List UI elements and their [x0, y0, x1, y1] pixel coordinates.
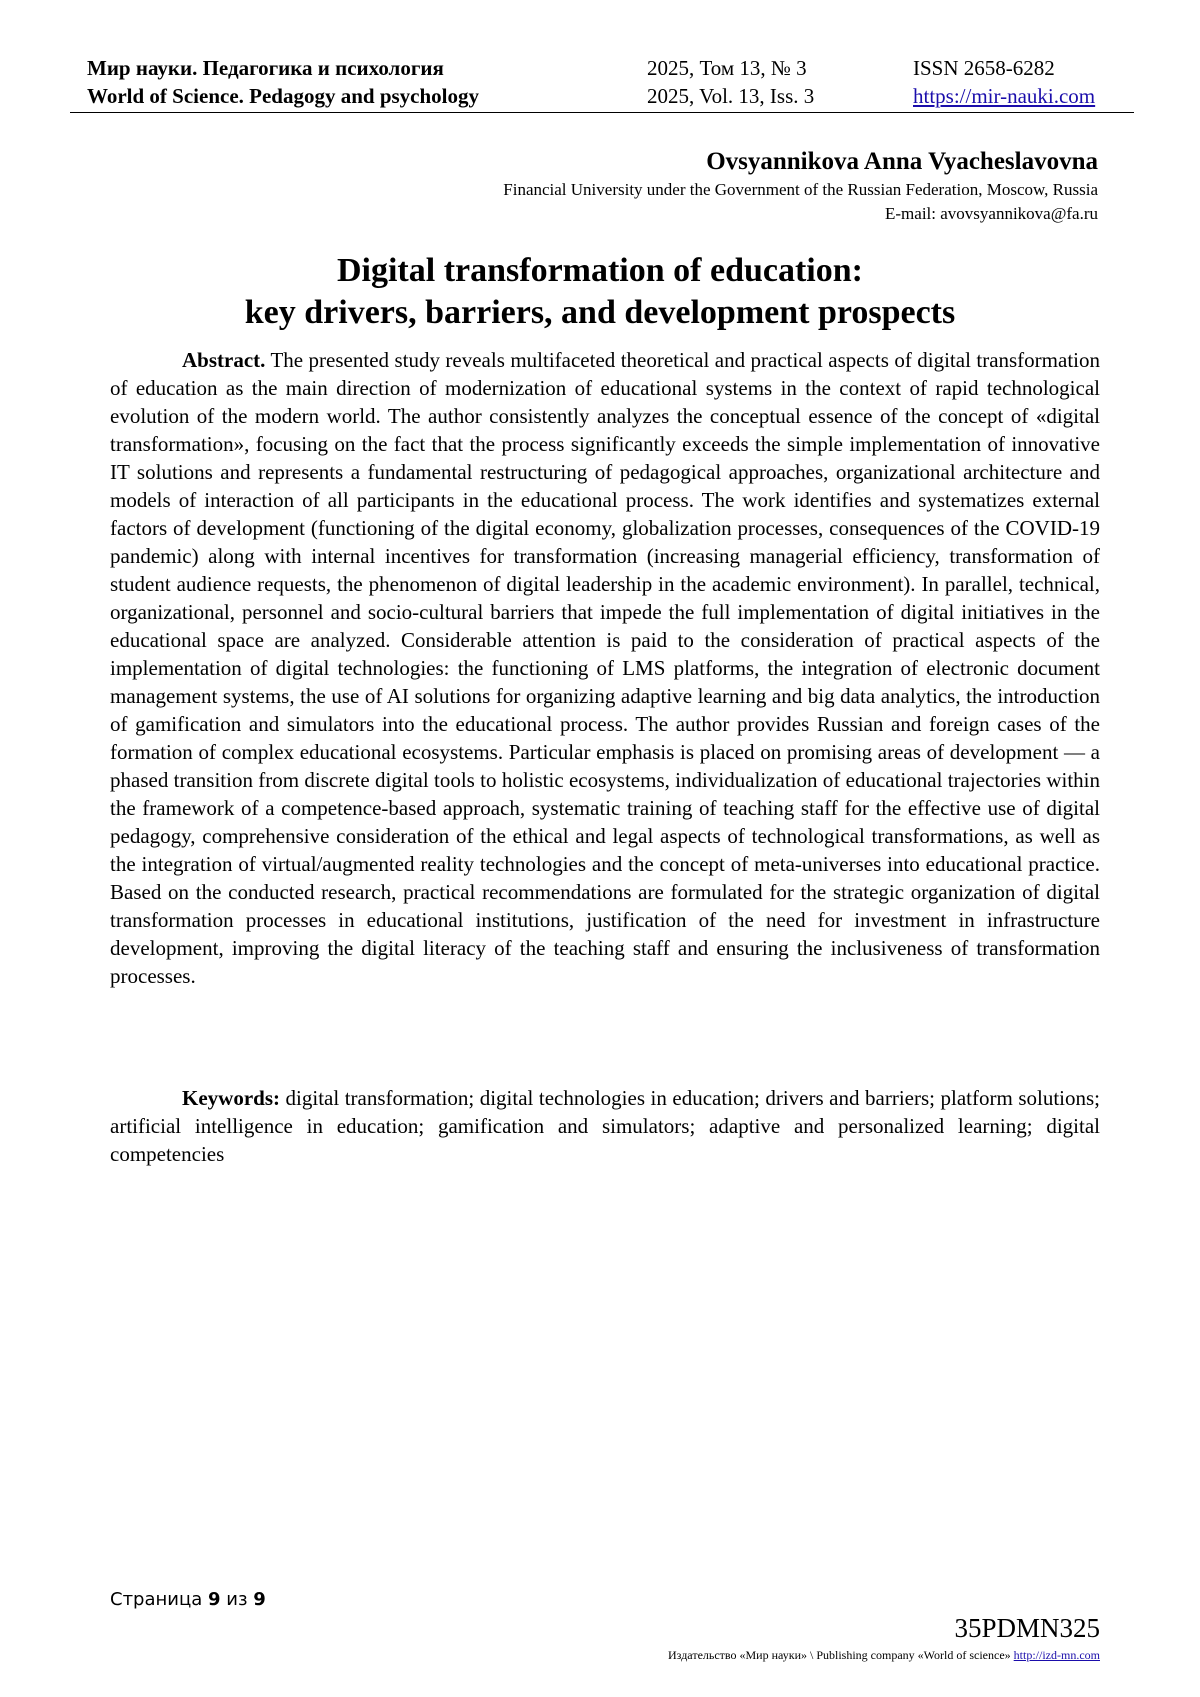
journal-header: [87, 50, 1127, 110]
issn: ISSN 2658-6282: [913, 56, 1055, 80]
publisher-text: Издательство «Мир науки» \ Publishing company «World of science»: [668, 1648, 1011, 1662]
author-affiliation: Financial University under the Government of the Russian Federation, Moscow, Russia: [503, 180, 1098, 199]
abstract-paragraph: [110, 346, 1100, 990]
page-total: 9: [253, 1589, 266, 1610]
keywords-label: Keywords:: [182, 1086, 280, 1110]
issn-block: [913, 54, 1095, 110]
keywords-text: digital transformation; digital technologies in education; drivers and barriers; platform solutions; artificial intelligence in education; gamification and simulators; adaptive and personalized learning; digital competencies: [110, 1086, 1101, 1166]
issue-en: 2025, Vol. 13, Iss. 3: [647, 84, 815, 108]
page-separator: из: [226, 1589, 248, 1610]
publisher-link[interactable]: http://izd-mn.com: [1013, 1648, 1100, 1662]
page-current: 9: [208, 1589, 221, 1610]
issue-ru: 2025, Том 13, № 3: [647, 56, 807, 80]
author-block: [503, 146, 1098, 226]
issue-block: [647, 54, 814, 110]
journal-name-ru: Мир науки. Педагогика и психология: [87, 56, 444, 80]
abstract-label: Abstract.: [182, 348, 266, 372]
author-name: Ovsyannikova Anna Vyacheslavovna: [706, 148, 1098, 175]
publisher-line: [668, 1647, 1100, 1663]
page-counter: [110, 1588, 266, 1612]
header-divider: [70, 112, 1134, 113]
title-line-1: Digital transformation of education:: [336, 252, 863, 289]
article-title: [100, 250, 1100, 334]
abstract-text: The presented study reveals multifaceted theoretical and practical aspects of digital transformation of education as the main direction of modernization of educational systems in the context of rapid technological evolution of the modern world. The author consistently analyzes the conceptual essence of the concept of «digital transformation», focusing on the fact that the process significantly exceeds the simple implementation of innovative IT solutions and represents a fundamental restructuring of pedagogical approaches, organizational architecture and models of interaction of all participants in the educational process. The work identifies and systematizes external factors of development (functioning of the digital economy, globalization processes, consequences of the COVID-19 pandemic) along with internal incentives for transformation (increasing managerial efficiency, transformation of student audience requests, the phenomenon of digital leadership in the academic environment). In parallel, technical, organizational, personnel and socio-cultural barriers that impede the full implementation of digital initiatives in the educational space are analyzed. Considerable attention is paid to the consideration of practical aspects of the implementation of digital technologies: the functioning of LMS platforms, the integration of electronic document management systems, the use of AI solutions for organizing adaptive learning and big data analytics, the introduction of gamification and simulators into the educational process. The author provides Russian and foreign cases of the formation of complex educational ecosystems. Particular emphasis is placed on promising areas of development — a phased transition from discrete digital tools to holistic ecosystems, individualization of educational trajectories within the framework of a competence-based approach, systematic training of teaching staff for the effective use of digital pedagogy, comprehensive consideration of the ethical and legal aspects of technological transformations, as well as the integration of virtual/augmented reality technologies and the concept of meta-universes into educational practice. Based on the conducted research, practical recommendations are formulated for the strategic organization of digital transformation processes in educational institutions, justification of the need for investment in infrastructure development, improving the digital literacy of the teaching staff and ensuring the inclusiveness of transformation processes.: [110, 348, 1100, 988]
article-code: 35PDMN325: [954, 1613, 1100, 1643]
title-line-2: key drivers, barriers, and development prospects: [244, 294, 956, 331]
author-email: E-mail: avovsyannikova@fa.ru: [885, 204, 1098, 223]
journal-name-block: [87, 54, 479, 110]
journal-website-link[interactable]: https://mir-nauki.com: [913, 84, 1096, 108]
page-prefix: Страница: [110, 1589, 203, 1610]
keywords-paragraph: [110, 1084, 1100, 1168]
journal-name-en: World of Science. Pedagogy and psychology: [87, 84, 480, 108]
